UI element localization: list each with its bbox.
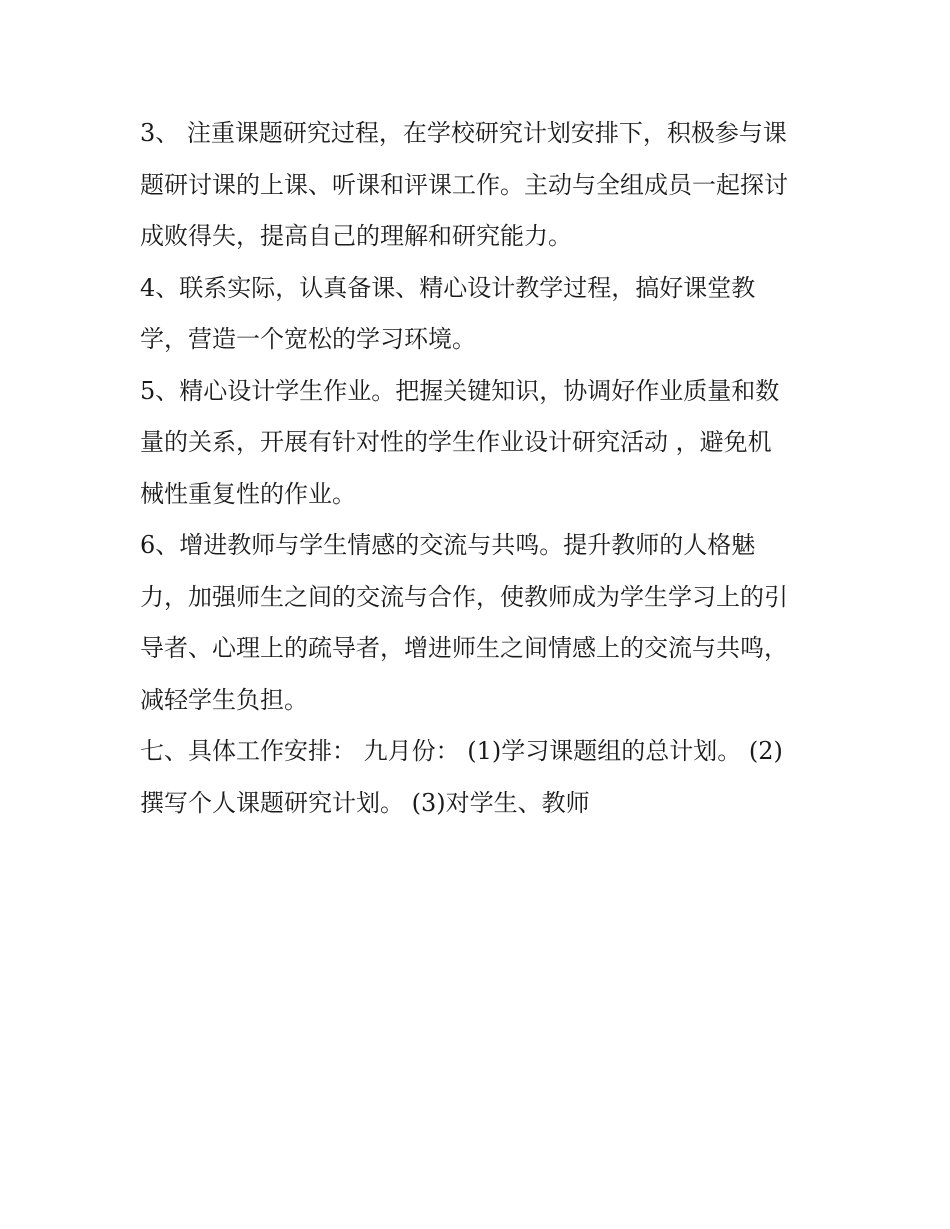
text-line: 3、 注重课题研究过程，在学校研究计划安排下，积极参与课 [140, 119, 787, 147]
document-body [140, 108, 820, 829]
text-line: 减轻学生负担。 [140, 685, 308, 714]
text-line: 4、联系实际，认真备课、精心设计教学过程，搞好课堂教 [140, 273, 756, 302]
text-line: 5、精心设计学生作业。把握关键知识，协调好作业质量和数 [140, 376, 780, 405]
text-line: 成败得失，提高自己的理解和研究能力。 [140, 222, 572, 250]
text-line: 导者、心理上的疏导者，增进师生之间情感上的交流与共鸣， [140, 634, 788, 662]
text-line: 力，加强师生之间的交流与合作，使教师成为学生学习上的引 [140, 582, 788, 611]
text-line: 械性重复性的作业。 [140, 479, 356, 508]
text-line: 七、具体工作安排： 九月份： (1)学习课题组的总计划。 (2) [140, 737, 783, 765]
text-line: 题研讨课的上课、听课和评课工作。主动与全组成员一起探讨 [140, 170, 788, 199]
text-line: 量的关系，开展有针对性的学生作业设计研究活动 ，避免机 [140, 428, 772, 456]
text-line: 6、增进教师与学生情感的交流与共鸣。提升教师的人格魅 [140, 531, 756, 559]
text-line: 学，营造一个宽松的学习环境。 [140, 325, 476, 353]
text-line: 撰写个人课题研究计划。 (3)对学生、教师 [140, 788, 590, 817]
